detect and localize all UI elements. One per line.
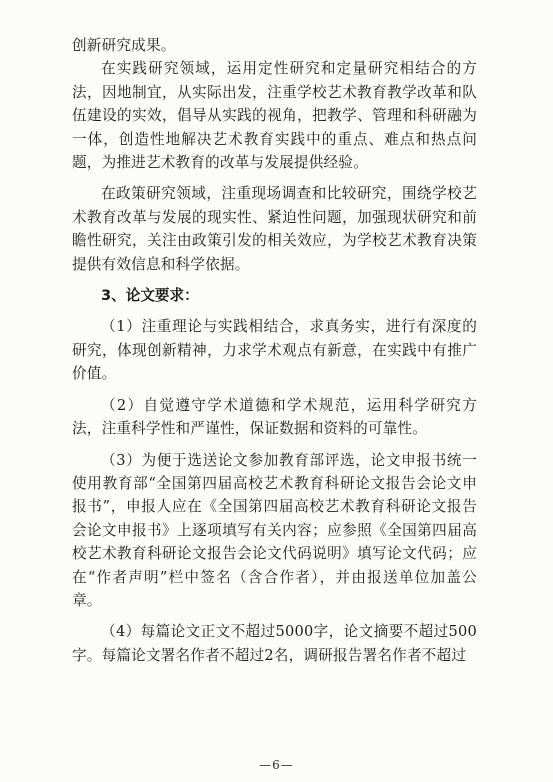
requirement-item-3: （3）为便于选送论文参加教育部评选，论文申报书统一使用教育部“全国第四届高校艺术教育科研论文报告会论文申报书”，申报人应在《全国第四届高校艺术教育科研论文报告会论文申报书》上逐项填写有关内容；应参照《全国第四届高校艺术教育科研论文报告会论文代码说明》填写论文代码；应在“作者声明”栏中签名（含合作者），并由报送单位加盖公章。: [72, 451, 477, 609]
paragraph-practice-research: 在实践研究领域，运用定性研究和定量研究相结合的方法，因地制宜，从实际出发，注重学校艺术教育教学改革和队伍建设的实效，倡导从实践的视角，把教学、管理和科研融为一体，创造性地解决艺术教育实践中的重点、难点和热点问题，为推进艺术教育的改革与发展提供经验。: [72, 60, 477, 172]
document-body: [72, 34, 477, 667]
requirement-item-4: （4）每篇论文正文不超过5000字，论文摘要不超过500字。每篇论文署名作者不超过2名，调研报告署名作者不超过: [72, 623, 477, 664]
paragraph-policy-research: 在政策研究领域，注重现场调查和比较研究，围绕学校艺术教育改革与发展的现实性、紧迫性问题，加强现状研究和前瞻性研究，关注由政策引发的相关效应，为学校艺术教育决策提供有效信息和科学依据。: [72, 185, 477, 273]
paragraph-continuation: 创新研究成果。: [72, 37, 176, 54]
section-heading-paper-requirements: 3、论文要求：: [101, 287, 199, 305]
requirement-item-2: （2）自觉遵守学术道德和学术规范，运用科学研究方法，注重科学性和严谨性，保证数据和资料的可靠性。: [72, 396, 477, 438]
requirement-item-1: （1）注重理论与实践相结合，求真务实，进行有深度的研究，体现创新精神，力求学术观点有新意，在实践中有推广价值。: [72, 318, 477, 383]
page-number: —6—: [259, 758, 294, 772]
